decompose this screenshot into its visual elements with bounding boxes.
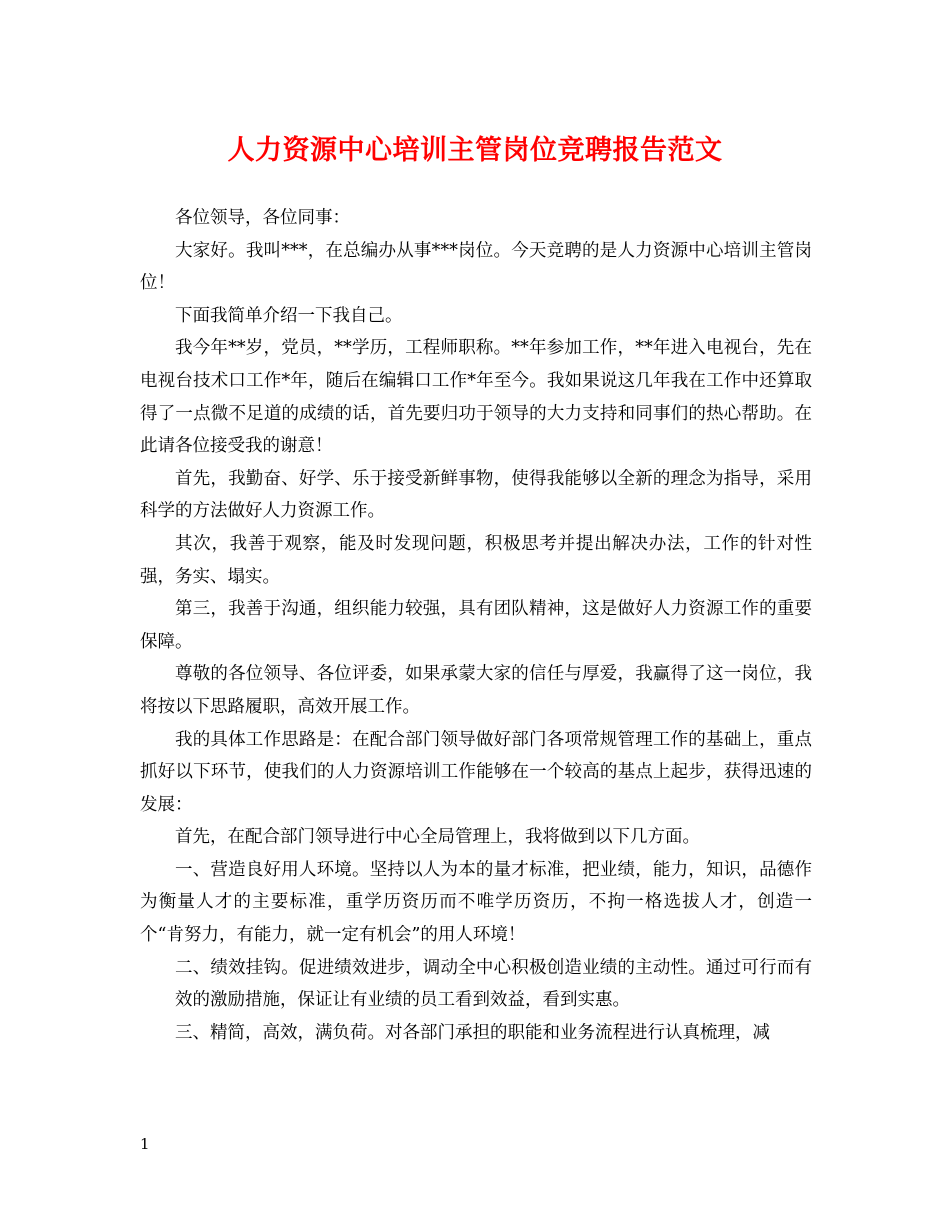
paragraph-strength-second: 其次，我善于观察，能及时发现问题，积极思考并提出解决办法，工作的针对性强，务实、塌实。 xyxy=(140,533,812,587)
paragraph-greeting: 各位领导，各位同事： xyxy=(175,208,350,228)
document-body xyxy=(140,202,812,1049)
paragraph-management-intro: 首先，在配合部门领导进行中心全局管理上，我将做到以下几方面。 xyxy=(175,827,700,848)
paragraph-introduction: 大家好。我叫***，在总编办从事***岗位。今天竞聘的是人力资源中心培训主管岗位！ xyxy=(140,240,812,294)
page-number: 1 xyxy=(140,1135,150,1153)
document-title: 人力资源中心培训主管岗位竞聘报告范文 xyxy=(227,135,723,166)
paragraph-background: 我今年**岁，党员，**学历，工程师职称。**年参加工作，**年进入电视台，先在电视台技术口工作*年，随后在编辑口工作*年至今。我如果说这几年我在工作中还算取得了一点微不足道的成绩的话，首先要归功于领导的大力支持和同事们的热心帮助。在此请各位接受我的谢意！ xyxy=(140,338,812,457)
paragraph-commitment: 尊敬的各位领导、各位评委，如果承蒙大家的信任与厚爱，我赢得了这一岗位，我将按以下思路履职，高效开展工作。 xyxy=(140,664,812,717)
paragraph-strength-first: 首先，我勤奋、好学、乐于接受新鲜事物，使得我能够以全新的理念为指导，采用科学的方法做好人力资源工作。 xyxy=(140,468,812,522)
paragraph-point-three: 三、精简，高效，满负荷。对各部门承担的职能和业务流程进行认真梳理，减 xyxy=(175,1022,770,1043)
paragraph-point-two: 二、绩效挂钩。促进绩效进步，调动全中心积极创造业绩的主动性。通过可行而有效的激励措施，保证让有业绩的员工看到效益，看到实惠。 xyxy=(175,957,812,1011)
paragraph-strength-third: 第三，我善于沟通，组织能力较强，具有团队精神，这是做好人力资源工作的重要保障。 xyxy=(140,599,812,652)
paragraph-self-intro: 下面我简单介绍一下我自己。 xyxy=(175,305,403,326)
paragraph-work-plan: 我的具体工作思路是：在配合部门领导做好部门各项常规管理工作的基础上，重点抓好以下环节，使我们的人力资源培训工作能够在一个较高的基点上起步，获得迅速的发展： xyxy=(140,729,812,815)
paragraph-point-one: 一、营造良好用人环境。坚持以人为本的量才标准，把业绩，能力，知识，品德作为衡量人才的主要标准，重学历资历而不唯学历资历，不拘一格选拔人才，创造一个“肯努力，有能力，就一定有机会”的用人环境！ xyxy=(140,859,812,946)
